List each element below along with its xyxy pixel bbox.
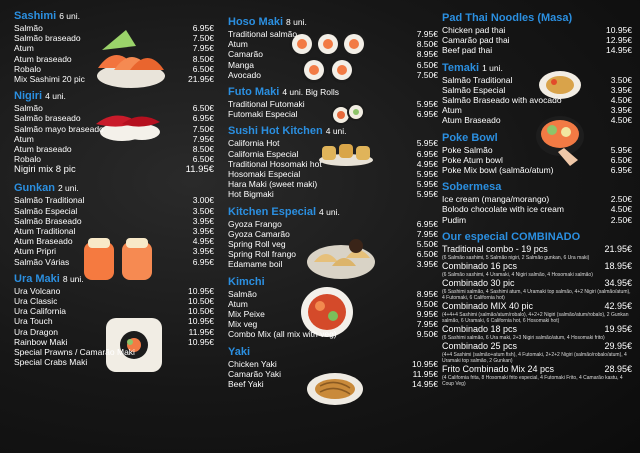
menu-item [228,329,438,339]
item-price: 8.95€ [416,288,438,299]
menu-item [14,144,214,154]
item-price: 5.95€ [416,138,438,149]
menu-item [228,99,438,109]
section-sushi-hot-kitchen [228,125,438,199]
section-title: Our especial COMBINADO [442,230,581,243]
section-kitchen-especial [228,206,438,270]
item-name: Frito Combinado Mix 24 pcs [442,363,555,374]
item-name: Hot Bigmaki [228,189,274,200]
menu-item [14,206,214,216]
section-title: Hoso Maki [228,16,284,28]
item-name: Rainbow Maki [14,336,68,347]
item-price: 6.95€ [416,148,438,159]
item-price: 7.95€ [192,43,214,54]
item-price: 12.95€ [606,35,632,46]
item-name: Atum [228,298,248,309]
item-name: Special Crabs Maki [14,357,88,368]
item-name: Traditional Futomaki [228,99,305,110]
item-name: Ura California [14,306,66,317]
item-name: Salmão [14,23,43,33]
item-name: Atum Pripri [14,246,57,257]
menu-item [14,257,214,267]
item-name: Poke Mix bowl (salmão/atum) [442,165,554,176]
item-price: 3.95€ [610,84,632,95]
item-price: 7.95€ [416,319,438,330]
item-name: Traditional combo - 19 pcs [442,243,548,254]
menu-item [442,75,632,85]
section-qty: 4 uni. [325,126,347,137]
item-price: 6.95€ [192,113,214,124]
menu-item [442,115,632,125]
item-price: 10.95€ [606,25,632,35]
item-name: Futomaki Especial [228,109,298,120]
item-price: 7.95€ [192,133,214,144]
section-combinado [442,231,632,387]
section-title: Poke Bowl [442,131,498,144]
menu-item [14,23,214,33]
menu-item [14,246,214,256]
item-price: 14.95€ [606,45,632,56]
item-price: 21.95€ [188,74,214,85]
item-name: Salmão Braseado with avocado [442,95,562,106]
menu-item [228,319,438,329]
menu-item [442,341,632,352]
item-price: 6.50€ [192,63,214,74]
section-title: Pad Thai Noodles (Masa) [442,12,573,24]
section-pad-thai [442,12,632,56]
section-sobremesa [442,181,632,225]
menu-item [228,229,438,239]
item-name: Salmão Especial [14,205,78,216]
item-note: (6 Salmão sashimi, 5 Salmão nigiri, 2 Salmão gunkan, 6 Ura maki) [442,254,590,261]
section-hoso-maki [228,16,438,80]
item-price: 3.95€ [416,259,438,270]
item-name: Camarão Yaki [228,368,282,379]
item-note: (6 Sashimi salmão, 4 Sashimi atum, 4 Uramaki top salmão, 4+2 Nigiri (salmão/atum), 4 Futomaki, 6 California hot) [442,288,631,301]
item-name: Combinado 30 pic [442,277,515,288]
menu-item [14,296,214,306]
menu-item [14,113,214,123]
item-name: Ura Volcano [14,285,61,296]
menu-item [442,145,632,155]
section-title: Ura Maki [14,272,60,285]
item-price: 9.50€ [416,329,438,340]
item-price: 28.95€ [604,363,632,374]
menu-item [228,359,438,369]
section-qty: 8 uni. [62,273,84,284]
item-price: 8.95€ [416,49,438,60]
item-price: 29.95€ [604,340,632,351]
item-price: 4.50€ [610,204,632,215]
item-name: Pudim [442,214,467,225]
item-note: (4+4+4 Sashimi (salmão/atum/robalo), 4+2+2 Nigiri (salmão/atum/robalo), 2 Gunkan salmão, 6 Uramaki, 6 California hot, 6 Hosomaki hot) [442,311,629,324]
item-price: 18.95€ [604,260,632,271]
item-price: 5.95€ [416,189,438,200]
item-name: Salmão braseado [14,33,81,44]
section-title: Nigiri [14,90,43,103]
item-name: Mix Sashimi 20 pic [14,74,85,85]
section-sashimi [14,10,214,84]
item-price: 6.50€ [192,154,214,165]
section-title: Kitchen Especial [228,205,317,218]
menu-item [442,261,632,272]
item-price: 6.50€ [416,249,438,260]
item-price: 4.95€ [192,236,214,247]
item-name: Salmão [14,103,43,114]
section-qty: 6 uni. [59,11,80,21]
item-price: 7.95€ [416,29,438,39]
menu-item [228,149,438,159]
menu-item [228,369,438,379]
item-name: Beef pad thai [442,45,493,56]
menu-item [442,25,632,35]
item-name: Ice cream (manga/morango) [442,194,550,205]
item-name: Robalo [14,63,41,74]
section-title: Yaki [228,345,251,358]
menu-item [442,244,632,255]
section-title: Sushi Hot Kitchen [228,125,323,138]
item-price: 3.95€ [192,226,214,237]
item-price: 11.95€ [412,368,438,379]
menu-item [228,239,438,249]
item-price: 6.95€ [192,256,214,267]
item-price: 6.50€ [192,103,214,114]
menu-item [14,124,214,134]
column-right [442,12,632,393]
item-note: (4 California frita, 8 Hosomaki frito especial, 4 Futomaki Frito, 4 Camarão kastu, 4 Coup Veg) [442,374,623,387]
menu-item [442,35,632,45]
menu-item [14,306,214,316]
menu-item [228,49,438,59]
item-name: Camarão pad thai [442,35,510,46]
item-note: (6 Sashimi salmão, 6 Ura maki, 2+3 Nigiri salmão/atum, 4 Hosomaki frito) [442,334,605,341]
menu-item [228,189,438,199]
item-note: (4+4 Sashimi (salmão+atum fish), 4 Futomaki, 2+2+2 Nigiri (salmão/robalo/atum), 4 Uramaki top salmão, 2 Gunkan) [442,351,627,364]
menu-item [442,278,632,289]
item-price: 10.95€ [188,285,214,296]
menu-item [14,357,214,367]
item-name: Ura Dragon [14,326,58,337]
menu-item [14,236,214,246]
item-name: Combinado 25 pcs [442,340,518,351]
item-price: 8.50€ [192,53,214,64]
section-qty: 1 uni. [482,62,503,73]
item-name: Combinado 16 pcs [442,260,518,271]
item-price: 2.50€ [610,194,632,205]
item-price: 10.50€ [188,306,214,317]
item-name: Gyoza Camarão [228,228,290,239]
item-price: 4.50€ [610,115,632,126]
section-futo-maki [228,86,438,119]
item-name: Gyoza Frango [228,218,282,229]
item-name: Combinado 18 pcs [442,323,518,334]
item-name: Poke Atum bowl [442,154,503,165]
section-title: Kimchi [228,275,265,288]
item-price: 6.50€ [610,154,632,165]
section-title: Temaki [442,61,480,74]
item-name: Bolodo chocolate with ice cream [442,204,564,215]
item-name: Beef Yaki [228,379,264,390]
menu-item [228,299,438,309]
item-name: Salmão Traditional [442,74,513,85]
item-price: 42.95€ [604,300,632,311]
section-gunkan [14,182,214,266]
menu-item [442,204,632,214]
menu-item [14,74,214,84]
menu-item [228,70,438,80]
item-price: 10.50€ [188,296,214,307]
column-left [14,10,214,373]
menu-item [14,54,214,64]
menu-item [14,216,214,226]
item-name: Ura Touch [14,316,53,327]
menu-item [442,215,632,225]
menu-item [14,286,214,296]
section-title: Gunkan [14,182,55,195]
item-price: 3.50€ [610,74,632,85]
item-price: 5.95€ [610,144,632,155]
menu-item [228,159,438,169]
menu-item [14,103,214,113]
item-price: 8.50€ [416,39,438,50]
item-price: 19.95€ [604,323,632,334]
item-name: Atum braseado [14,144,72,155]
item-name: Nigiri mix 8 pic [14,164,76,176]
section-ura-maki [14,273,214,368]
item-name: Traditional Hosomaki hot [228,158,322,169]
section-title: Sobermesa [442,181,502,194]
item-price: 7.50€ [192,123,214,134]
menu-item [228,60,438,70]
section-nigiri [14,90,214,176]
menu-item [14,347,214,357]
item-name: Salmão Traditional [14,195,85,206]
item-name: Camarão [228,49,263,60]
item-name: Robalo [14,154,41,165]
item-price: 7.50€ [416,69,438,80]
menu-item [228,138,438,148]
item-name: Atum [14,133,34,144]
item-note: (6 Salmão sashimi, 4 Uramaki, 4 Nigiri salmão, 4 Hosomaki salmão) [442,271,593,278]
item-price: 11.95€ [185,164,214,176]
item-price: 21.95€ [604,243,632,254]
item-name: Edamame boil [228,259,283,270]
item-price: 7.95€ [416,228,438,239]
item-name: Traditional salmão [228,29,298,39]
item-price: 11.95€ [188,326,214,337]
item-price: 3.50€ [192,205,214,216]
item-name: California Especial [228,148,299,159]
item-name: Mix Peixe [228,309,265,320]
menu-item [14,164,214,176]
item-name: Salmão Braseado [14,215,82,226]
section-qty: 4 uni. Big Rolls [282,87,340,98]
section-yaki [228,346,438,390]
section-qty: 2 uni. [57,183,79,194]
item-name: Combo Mix (all mix with veg) [228,329,337,340]
item-name: Atum Traditional [14,226,76,237]
menu-item [14,195,214,205]
menu-item [228,169,438,179]
section-qty: 8 uni. [286,17,307,27]
item-price: 5.95€ [416,179,438,190]
item-price: 3.95€ [192,246,214,257]
item-price: 2.50€ [610,214,632,225]
menu-item [228,39,438,49]
column-middle [228,16,438,395]
menu-item [442,155,632,165]
item-name: Combinado MIX 40 pic [442,300,534,311]
item-name: Chicken pad thai [442,25,506,35]
item-price: 6.50€ [416,59,438,70]
item-name: California Hot [228,138,280,149]
item-name: Atum [14,43,34,54]
item-price: 5.95€ [416,169,438,180]
item-name: Special Prawns / Camarão Maki [14,347,135,358]
item-name: Salmão Especial [442,84,506,95]
item-price: 6.95€ [416,109,438,120]
menu-item [14,43,214,53]
menu-item [442,85,632,95]
item-price: 4.95€ [416,158,438,169]
item-price: 7.50€ [192,33,214,44]
item-price: 3.95€ [610,105,632,116]
menu-item [14,134,214,144]
menu-item [442,45,632,55]
section-temaki [442,62,632,126]
item-price: 6.95€ [610,165,632,176]
section-qty: 4 uni. [319,206,340,217]
item-name: Salmão mayo braseado [14,123,104,134]
menu-item [14,337,214,347]
menu-item [442,364,632,375]
item-price: 10.95€ [412,358,438,369]
menu-item [228,259,438,269]
item-price: 8.50€ [192,144,214,155]
item-name: Atum [228,39,248,50]
item-name: Salmão braseado [14,113,81,124]
menu-item [14,154,214,164]
item-name: Spring Roll veg [228,239,286,250]
item-name: Chicken Yaki [228,358,277,369]
item-price: 5.95€ [416,99,438,110]
menu-item [228,379,438,389]
item-price: 6.95€ [192,23,214,33]
item-price: 34.95€ [604,277,632,288]
menu-item [228,309,438,319]
menu-item [14,64,214,74]
item-price: 9.50€ [416,298,438,309]
section-poke-bowl [442,132,632,176]
item-name: Poke Salmão [442,144,493,155]
menu-item [228,289,438,299]
item-price: 3.00€ [192,195,214,206]
menu-item [228,29,438,39]
menu-item [228,249,438,259]
item-name: Mix veg [228,319,258,330]
item-price: 10.95€ [188,336,214,347]
menu-item [442,165,632,175]
section-kimchi [228,276,438,340]
item-name: Avocado [228,69,261,80]
menu-item [228,179,438,189]
menu-item [14,33,214,43]
item-name: Atum Braseado [14,236,73,247]
section-title: Sashimi [14,10,57,22]
item-price: 10.95€ [188,316,214,327]
menu-item [442,194,632,204]
item-name: Salmão Várias [14,256,70,267]
item-name: Spring Roll frango [228,249,297,260]
item-name: Manga [228,59,254,70]
item-name: Hosomaki Especial [228,169,301,180]
item-price: 5.50€ [416,239,438,250]
menu-item [442,105,632,115]
menu-item [228,109,438,119]
item-name: Atum braseado [14,53,72,64]
item-price: 4.50€ [610,95,632,106]
item-name: Atum [442,105,462,116]
menu-item [228,219,438,229]
menu-item [14,327,214,337]
item-price: 6.95€ [416,218,438,229]
menu-item [442,95,632,105]
menu-item [442,301,632,312]
item-name: Ura Classic [14,296,58,307]
item-price: 9.95€ [416,309,438,320]
menu-item [442,324,632,335]
section-title: Futo Maki [228,86,280,99]
item-name: Atum Braseado [442,115,501,126]
item-name: Salmão [228,288,257,299]
item-price: 3.95€ [192,215,214,226]
item-price: 14.95€ [412,379,438,390]
section-qty: 4 uni. [45,91,66,102]
menu-item [14,316,214,326]
menu-item [14,226,214,236]
item-name: Hara Maki (sweet maki) [228,179,318,190]
